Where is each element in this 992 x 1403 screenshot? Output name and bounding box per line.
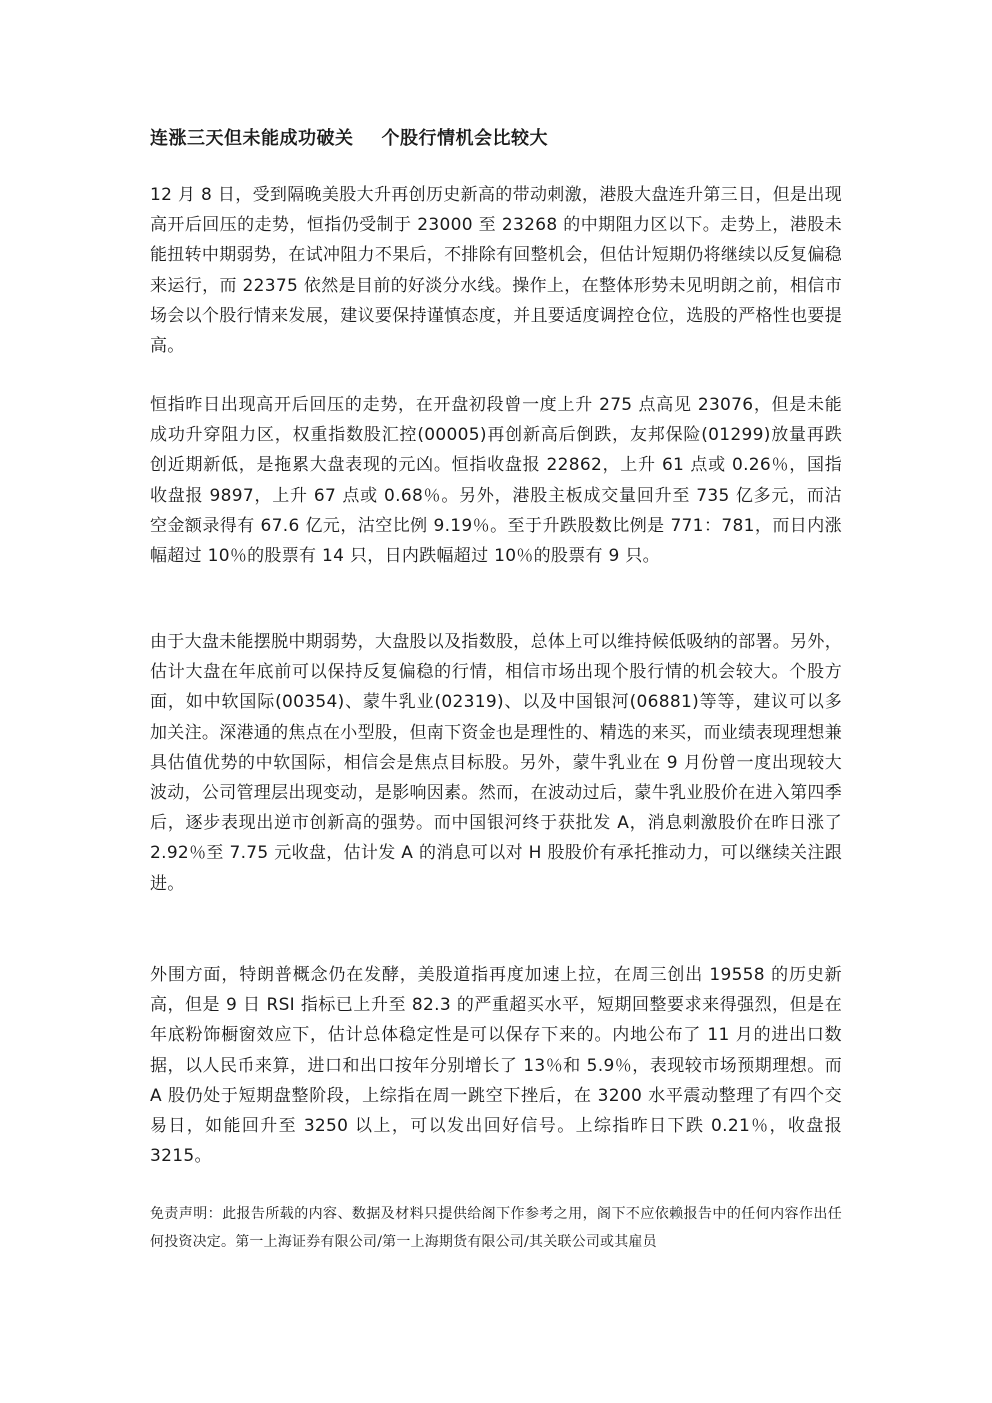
paragraph-external-markets: 外围方面，特朗普概念仍在发酵，美股道指再度加速上拉，在周三创出 19558 的历史新高，但是 9 日 RSI 指标已上升至 82.3 的严重超买水平，短期回整要求来得强烈，但是在年底粉饰橱窗效应下，估计总体稳定性是可以保存下来的。内地公布了 11 月的进出口数据，以人民币来算，进口和出口按年分别增长了 13％和 5.9％，表现较市场预期理想。而 A 股仍处于短期盘整阶段，上综指在周一跳空下挫后，在 3200 水平震动整理了有四个交易日，如能回升至 3250 以上，可以发出回好信号。上综指昨日下跌 0.21％，收盘报 3215。 xyxy=(150,965,842,1167)
paragraph-hang-seng-performance: 恒指昨日出现高开后回压的走势，在开盘初段曾一度上升 275 点高见 23076，但是未能成功升穿阻力区，权重指数股汇控(00005)再创新高后倒跌，友邦保险(01299)放量再跌创近期新低，是拖累大盘表现的元凶。恒指收盘报 22862，上升 61 点或 0.26％，国指收盘报 9897，上升 67 点或 0.68％。另外，港股主板成交量回升至 735 亿多元，而沽空金额录得有 67.6 亿元，沽空比例 9.19％。至于升跌股数比例是 771：781，而日内涨幅超过 10％的股票有 14 只，日内跌幅超过 10％的股票有 9 只。 xyxy=(150,395,842,567)
article-title xyxy=(150,124,548,150)
article-title-part-2: 个股行情机会比较大 xyxy=(381,128,548,149)
disclaimer: 免责声明：此报告所载的内容、数据及材料只提供给阁下作参考之用，阁下不应依赖报告中的任何内容作出任何投资决定。第一上海证券有限公司/第一上海期货有限公司/其关联公司或其雇员 xyxy=(150,1206,842,1250)
paragraph-market-overview: 12 月 8 日，受到隔晚美股大升再创历史新高的带动刺激，港股大盘连升第三日，但是出现高开后回压的走势，恒指仍受制于 23000 至 23268 的中期阻力区以下。走势上，港股未能扭转中期弱势，在试冲阻力不果后，不排除有回整机会，但估计短期仍将继续以反复偏稳来运行，而 22375 依然是目前的好淡分水线。操作上，在整体形势未见明朗之前，相信市场会以个股行情来发展，建议要保持谨慎态度，并且要适度调控仓位，选股的严格性也要提高。 xyxy=(150,185,842,357)
article-title-part-1: 连涨三天但未能成功破关 xyxy=(150,128,354,149)
paragraph-stock-picks: 由于大盘未能摆脱中期弱势，大盘股以及指数股，总体上可以维持候低吸纳的部署。另外，估计大盘在年底前可以保持反复偏稳的行情，相信市场出现个股行情的机会较大。个股方面，如中软国际(00354)、蒙牛乳业(02319)、以及中国银河(06881)等等，建议可以多加关注。深港通的焦点在小型股，但南下资金也是理性的、精选的来买，而业绩表现理想兼具估值优势的中软国际，相信会是焦点目标股。另外，蒙牛乳业在 9 月份曾一度出现较大波动，公司管理层出现变动，是影响因素。然而，在波动过后，蒙牛乳业股价在进入第四季后，逐步表现出逆市创新高的强势。而中国银河终于获批发 A，消息刺激股价在昨日涨了 2.92％至 7.75 元收盘，估计发 A 的消息可以对 H 股股价有承托推动力，可以继续关注跟进。 xyxy=(150,632,842,894)
